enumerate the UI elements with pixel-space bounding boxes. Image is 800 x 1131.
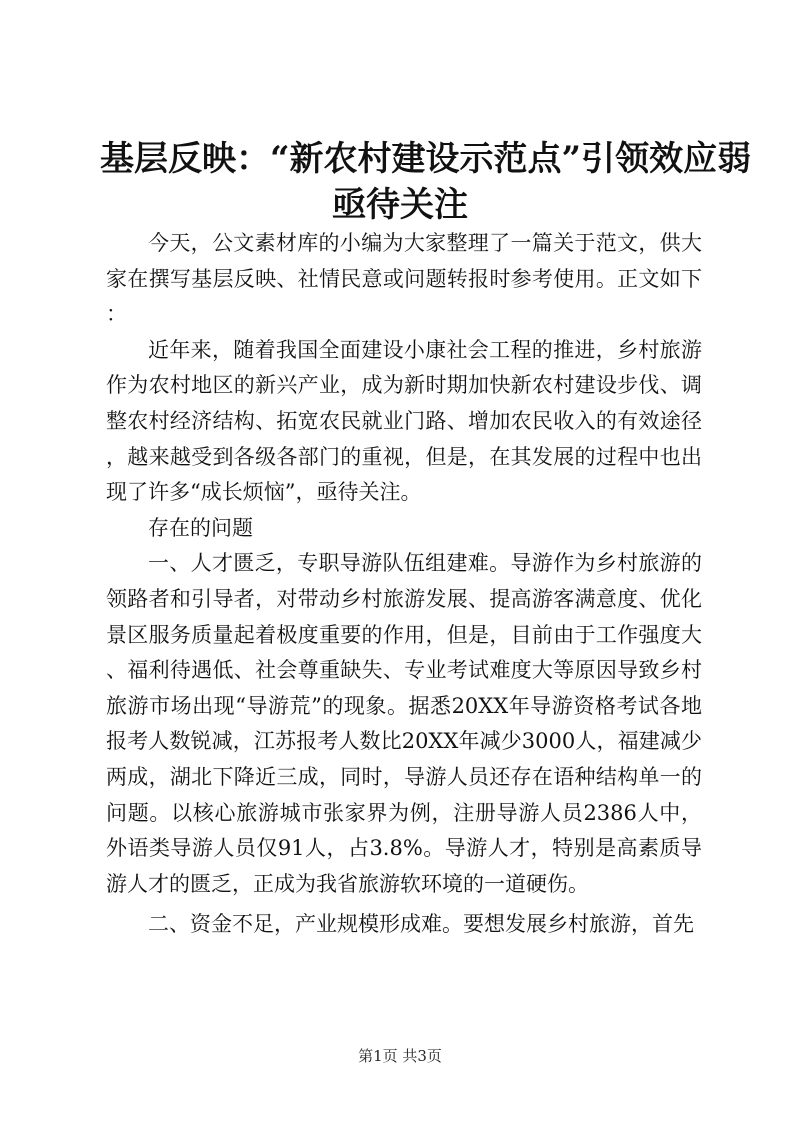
document-title-line-1: 基层反映：“新农村建设示范点”引领效应弱 [100, 139, 752, 179]
intro-paragraph: 今天，公文素材库的小编为大家整理了一篇关于范文，供大家在撰写基层反映、社情民意或问题转报时参考使用。正文如下： [106, 231, 702, 327]
document-body [106, 226, 702, 943]
problem-1-paragraph: 一、人才匮乏，专职导游队伍组建难。导游作为乡村旅游的领路者和引导者，对带动乡村旅游发展、提高游客满意度、优化景区服务质量起着极度重要的作用，但是，目前由于工作强度大、福利待遇低、社会尊重缺失、专业考试难度大等原因导致乡村旅游市场出现“导游荒”的现象。据悉20XX年导游资格考试各地报考人数锐减，江苏报考人数比20XX年减少3000人，福建减少两成，湖北下降近三成，同时，导游人员还存在语种结构单一的问题。以核心旅游城市张家界为例，注册导游人员2386人中，外语类导游人员仅91人，占3.8%。导游人才，特别是高素质导游人才的匮乏，正成为我省旅游软环境的一道硬伤。 [106, 551, 702, 896]
page-number-footer: 第1页 共3页 [358, 1047, 442, 1065]
problem-2-paragraph: 二、资金不足，产业规模形成难。要想发展乡村旅游，首先 [148, 912, 694, 937]
section-heading-problems: 存在的问题 [148, 515, 253, 540]
document-title-line-2: 亟待关注 [332, 185, 468, 225]
background-paragraph: 近年来，随着我国全面建设小康社会工程的推进，乡村旅游作为农村地区的新兴产业，成为新时期加快新农村建设步伐、调整农村经济结构、拓宽农民就业门路、增加农民收入的有效途径，越来越受到各级各部门的重视，但是，在其发展的过程中也出现了许多“成长烦恼”，亟待关注。 [106, 337, 702, 505]
